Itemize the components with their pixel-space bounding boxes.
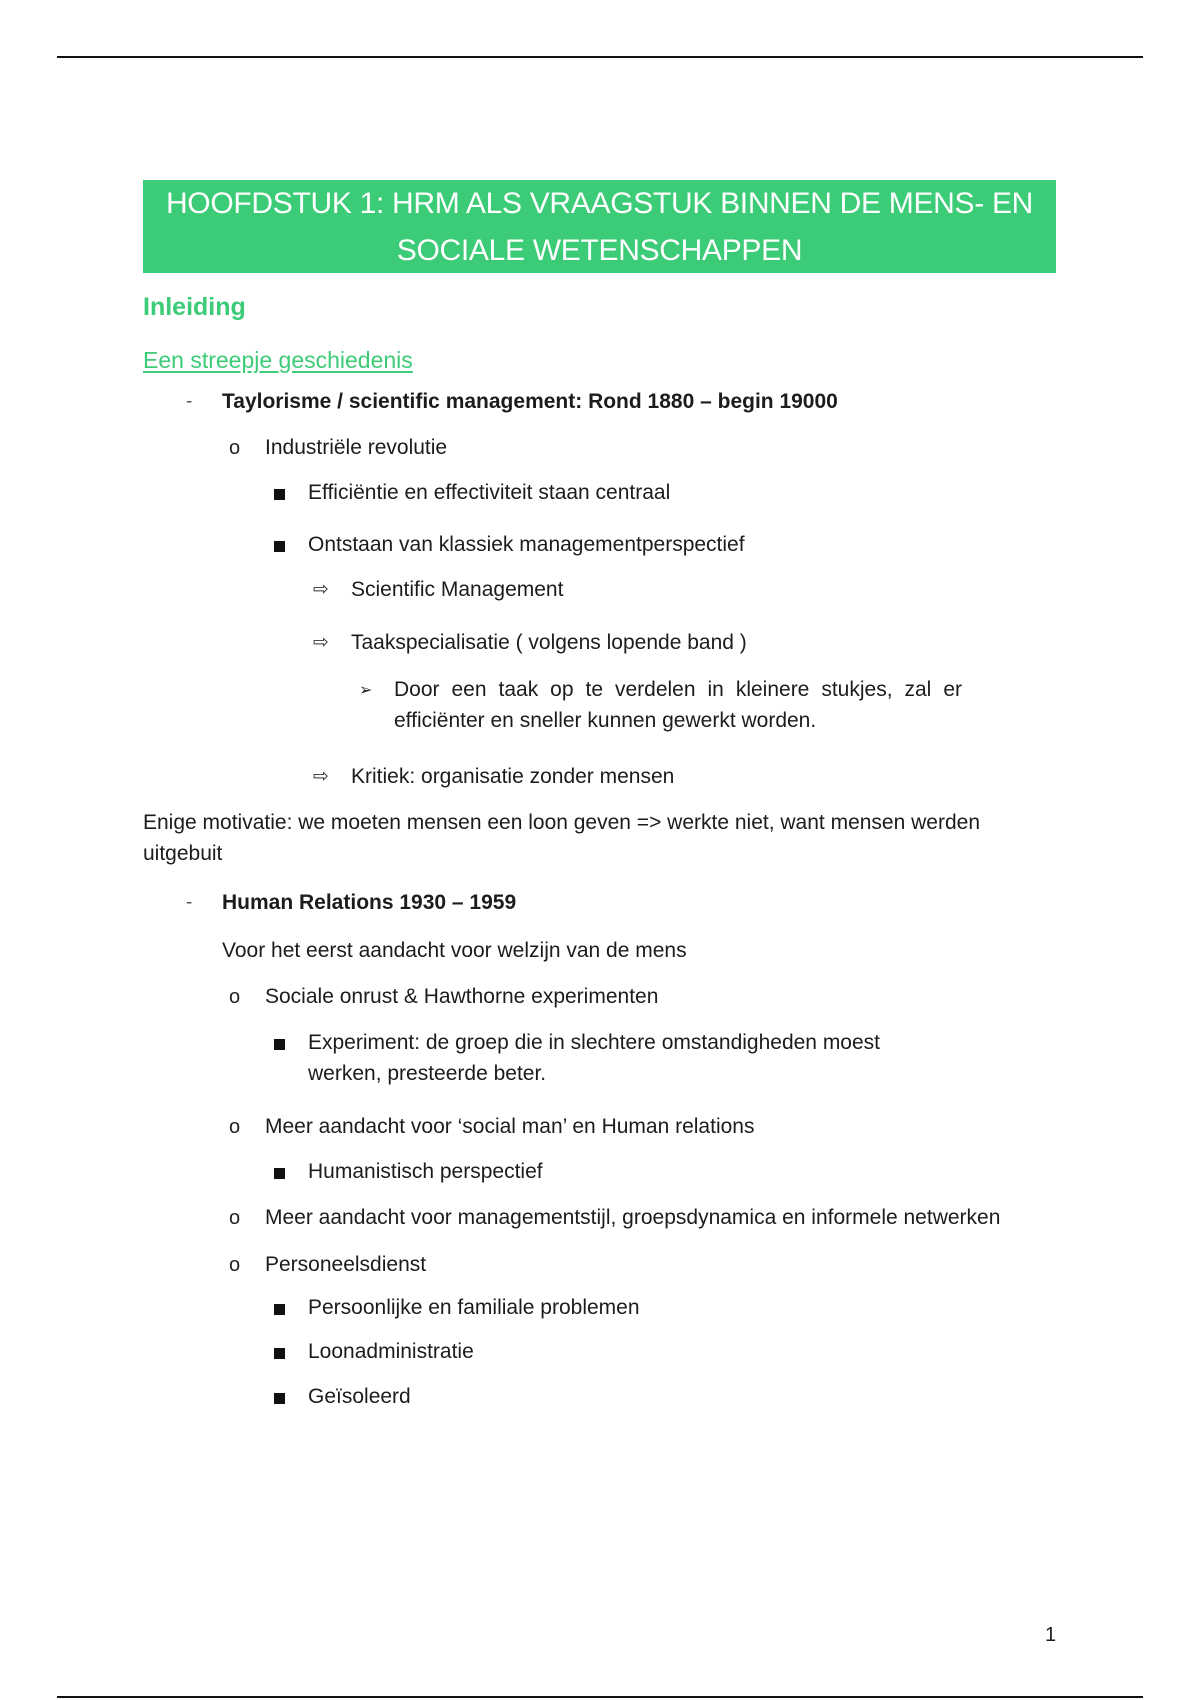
subsection-heading-link[interactable]: Een streepje geschiedenis	[143, 347, 413, 373]
square-bullet	[274, 1393, 285, 1404]
list-item: Humanistisch perspectief	[308, 1160, 543, 1183]
square-bullet	[274, 1039, 285, 1050]
list-item: Meer aandacht voor ‘social man’ en Human relations	[265, 1115, 755, 1138]
motivation-paragraph: Enige motivatie: we moeten mensen een loon geven => werkte niet, want mensen werden uitgebuit	[143, 811, 980, 865]
list-item: Scientific Management	[351, 578, 564, 601]
arrow-bullet-icon: ⇨	[313, 632, 329, 653]
chapter-title-banner	[143, 180, 1056, 273]
square-bullet	[274, 1348, 285, 1359]
circle-bullet: o	[229, 437, 241, 459]
human-relations-intro: Voor het eerst aandacht voor welzijn van de mens	[222, 939, 687, 962]
list-item: Loonadministratie	[308, 1340, 474, 1363]
dash-bullet: -	[186, 892, 193, 913]
list-item: Personeelsdienst	[265, 1253, 427, 1276]
arrow-bullet-icon: ⇨	[313, 579, 329, 600]
square-bullet	[274, 1168, 285, 1179]
footer-rule	[57, 1696, 1143, 1698]
arrow-bullet-icon: ⇨	[313, 766, 329, 787]
page-number: 1	[1045, 1624, 1057, 1646]
list-item: Kritiek: organisatie zonder mensen	[351, 765, 675, 788]
list-item: Geïsoleerd	[308, 1385, 411, 1408]
human-relations-heading: Human Relations 1930 – 1959	[222, 891, 517, 914]
circle-bullet: o	[229, 1207, 241, 1229]
square-bullet	[274, 541, 285, 552]
triangle-bullet-icon: ➢	[359, 682, 373, 699]
chapter-title: HOOFDSTUK 1: HRM ALS VRAAGSTUK BINNEN DE MENS- EN SOCIALE WETENSCHAPPEN	[165, 186, 1034, 267]
list-item: Taakspecialisatie ( volgens lopende band )	[351, 631, 747, 654]
list-item: Door een taak op te verdelen in kleinere stukjes, zal er efficiënter en sneller kunnen gewerkt worden.	[394, 678, 962, 732]
list-item: Experiment: de groep die in slechtere omstandigheden moest werken, presteerde beter.	[308, 1031, 881, 1085]
list-item: Sociale onrust & Hawthorne experimenten	[265, 985, 659, 1008]
list-item: Persoonlijke en familiale problemen	[308, 1296, 640, 1319]
list-item: Industriële revolutie	[265, 436, 448, 459]
circle-bullet: o	[229, 1254, 241, 1276]
dash-bullet: -	[186, 391, 193, 412]
square-bullet	[274, 489, 285, 500]
header-rule	[57, 56, 1143, 58]
circle-bullet: o	[229, 986, 241, 1008]
taylor-heading: Taylorisme / scientific management: Rond 1880 – begin 19000	[222, 390, 838, 413]
list-item: Meer aandacht voor managementstijl, groepsdynamica en informele netwerken	[265, 1206, 1001, 1229]
list-item: Efficiëntie en effectiviteit staan centraal	[308, 481, 671, 504]
circle-bullet: o	[229, 1116, 241, 1138]
section-heading: Inleiding	[143, 293, 246, 321]
square-bullet	[274, 1304, 285, 1315]
list-item: Ontstaan van klassiek managementperspectief	[308, 533, 745, 556]
